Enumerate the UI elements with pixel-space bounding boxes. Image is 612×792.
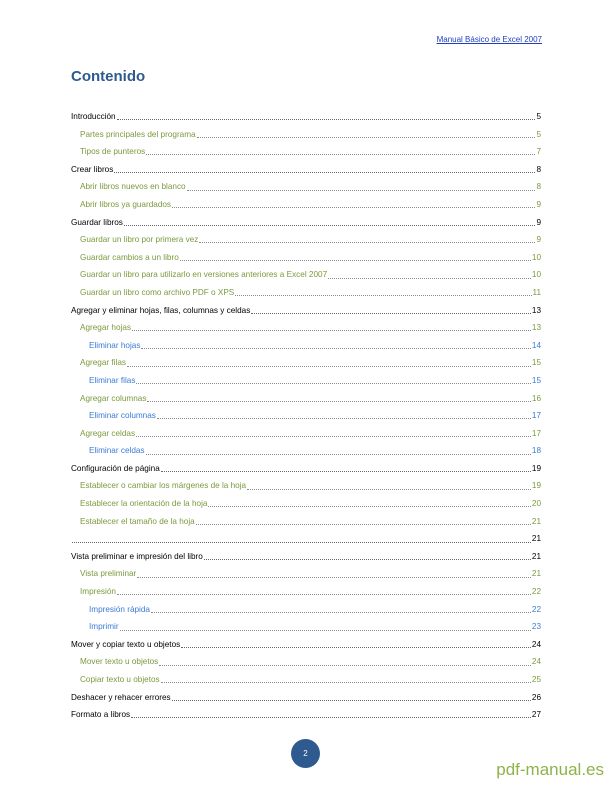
- toc-entry-label: Guardar cambios a un libro: [80, 252, 179, 262]
- toc-entry[interactable]: [71, 407, 541, 425]
- toc-dot-leader: [137, 577, 531, 578]
- toc-entry[interactable]: [71, 706, 541, 724]
- toc-entry-page: 24: [531, 639, 541, 649]
- toc-dot-leader: [136, 436, 531, 437]
- toc-entry-page: 5: [536, 112, 541, 121]
- page-number: 2: [303, 749, 308, 758]
- toc-entry-label: Eliminar filas: [89, 375, 136, 385]
- toc-dot-leader: [181, 647, 531, 648]
- toc-entry-page: 13: [531, 305, 541, 315]
- toc-entry-page: 23: [531, 622, 541, 632]
- toc-dot-leader: [136, 383, 530, 384]
- toc-entry[interactable]: [71, 460, 541, 478]
- toc-entry-page: 9: [536, 199, 541, 209]
- toc-dot-leader: [141, 348, 530, 349]
- page-number-badge: [291, 739, 320, 768]
- toc-dot-leader: [251, 313, 531, 314]
- toc-entry-page: 10: [531, 252, 541, 262]
- toc-dot-leader: [180, 260, 531, 261]
- toc-entry-page: 9: [536, 217, 541, 227]
- toc-entry[interactable]: [71, 442, 541, 460]
- toc-entry-label: Vista preliminar e impresión del libro: [71, 551, 203, 561]
- watermark: pdf-manual.es: [496, 760, 604, 779]
- toc-dot-leader: [124, 225, 536, 226]
- toc-entry[interactable]: [71, 653, 541, 671]
- toc-entry[interactable]: [71, 126, 541, 144]
- toc-entry[interactable]: [71, 636, 541, 654]
- toc-dot-leader: [235, 295, 531, 296]
- toc-dot-leader: [187, 190, 536, 191]
- toc-dot-leader: [159, 665, 531, 666]
- toc-dot-leader: [196, 524, 531, 525]
- toc-entry[interactable]: [71, 689, 541, 707]
- toc-entry[interactable]: [71, 178, 541, 196]
- toc-entry[interactable]: [71, 284, 541, 302]
- toc-entry-label: Agregar columnas: [80, 393, 147, 403]
- toc-entry-label: Establecer la orientación de la hoja: [80, 499, 208, 509]
- toc-entry-label: Mover texto u objetos: [80, 657, 159, 667]
- toc-dot-leader: [172, 700, 531, 701]
- toc-entry-page: 11: [532, 287, 541, 297]
- toc-entry[interactable]: [71, 161, 541, 179]
- toc-entry[interactable]: [71, 231, 541, 249]
- toc-entry-page: 8: [536, 182, 541, 192]
- toc-entry[interactable]: [71, 214, 541, 232]
- toc-entry-page: 21: [531, 551, 541, 561]
- toc-entry-page: 10: [531, 270, 541, 280]
- toc-entry-label: Impresión: [80, 587, 116, 597]
- toc-entry-page: 26: [531, 692, 541, 702]
- toc-entry-label: Agregar y eliminar hojas, filas, columnas y celdas: [71, 305, 251, 315]
- toc-dot-leader: [120, 630, 531, 631]
- toc-entry[interactable]: [71, 495, 541, 513]
- toc-dot-leader: [328, 278, 531, 279]
- toc-entry-label: Partes principales del programa: [80, 129, 196, 139]
- toc-entry-page: 19: [531, 481, 541, 491]
- toc-entry-page: 21: [531, 534, 541, 544]
- toc-entry-label: Agregar filas: [80, 358, 126, 368]
- toc-entry-label: Guardar un libro como archivo PDF o XPS: [80, 287, 235, 297]
- header-manual-link[interactable]: Manual Básico de Excel 2007: [436, 35, 542, 44]
- toc-entry-label: Deshacer y rehacer errores: [71, 692, 171, 702]
- toc-entry-label: Configuración de página: [71, 463, 160, 473]
- toc-entry-page: 22: [531, 604, 541, 614]
- toc-entry[interactable]: [71, 530, 541, 548]
- toc-dot-leader: [204, 559, 531, 560]
- toc-entry-label: Vista preliminar: [80, 569, 137, 579]
- toc-entry[interactable]: [71, 354, 541, 372]
- table-of-contents: [71, 108, 541, 724]
- toc-entry[interactable]: [71, 319, 541, 337]
- toc-entry-label: Formato a libros: [71, 710, 131, 720]
- toc-entry[interactable]: [71, 390, 541, 408]
- toc-dot-leader: [72, 542, 531, 543]
- toc-entry[interactable]: [71, 249, 541, 267]
- toc-entry[interactable]: [71, 618, 541, 636]
- toc-dot-leader: [114, 172, 535, 173]
- toc-entry-page: 21: [531, 569, 541, 579]
- toc-entry[interactable]: [71, 565, 541, 583]
- toc-dot-leader: [151, 612, 531, 613]
- toc-entry[interactable]: [71, 477, 541, 495]
- toc-entry-page: 18: [531, 446, 541, 456]
- toc-entry-page: 8: [536, 164, 541, 174]
- toc-entry[interactable]: [71, 671, 541, 689]
- toc-entry-label: Guardar libros: [71, 217, 123, 227]
- toc-entry-label: Establecer o cambiar los márgenes de la hoja: [80, 481, 247, 491]
- toc-entry[interactable]: [71, 266, 541, 284]
- toc-entry-page: 27: [531, 710, 541, 720]
- toc-entry-page: 17: [531, 428, 541, 438]
- toc-dot-leader: [157, 418, 531, 419]
- toc-dot-leader: [117, 594, 531, 595]
- toc-entry-page: 15: [531, 358, 541, 368]
- toc-entry-label: Eliminar columnas: [89, 411, 156, 421]
- toc-entry-label: Impresión rápida: [89, 604, 150, 614]
- toc-entry-label: Agregar hojas: [80, 323, 131, 333]
- toc-entry-label: Tipos de punteros: [80, 147, 146, 157]
- toc-entry-label: Guardar un libro por primera vez: [80, 235, 199, 245]
- toc-entry[interactable]: [71, 196, 541, 214]
- toc-entry-page: 22: [531, 587, 541, 597]
- toc-entry[interactable]: [71, 583, 541, 601]
- toc-entry[interactable]: [71, 548, 541, 566]
- toc-entry[interactable]: [71, 108, 541, 126]
- toc-dot-leader: [199, 242, 535, 243]
- toc-entry-label: Copiar texto u objetos: [80, 675, 160, 684]
- toc-entry-label: Guardar un libro para utilizarlo en versiones anteriores a Excel 2007: [80, 270, 328, 280]
- toc-entry[interactable]: [71, 513, 541, 531]
- toc-entry-page: 13: [531, 323, 541, 333]
- toc-dot-leader: [117, 119, 536, 120]
- toc-entry-label: Abrir libros ya guardados: [80, 199, 172, 209]
- toc-entry-label: Crear libros: [71, 164, 114, 174]
- toc-dot-leader: [146, 454, 531, 455]
- toc-entry-page: 17: [531, 411, 541, 421]
- toc-entry-label: Mover y copiar texto u objetos: [71, 639, 181, 649]
- toc-entry[interactable]: [71, 143, 541, 161]
- toc-entry-page: 9: [536, 235, 541, 245]
- toc-entry-page: 20: [531, 499, 541, 509]
- toc-dot-leader: [197, 137, 536, 138]
- toc-entry-page: 25: [531, 675, 541, 684]
- toc-dot-leader: [147, 401, 530, 402]
- toc-dot-leader: [146, 154, 535, 155]
- toc-dot-leader: [161, 682, 531, 683]
- toc-entry-label: Eliminar hojas: [89, 340, 141, 350]
- toc-dot-leader: [208, 506, 530, 507]
- toc-entry-page: 24: [531, 657, 541, 667]
- toc-dot-leader: [247, 489, 531, 490]
- toc-entry-page: 7: [536, 147, 541, 157]
- toc-entry-label: Establecer el tamaño de la hoja: [80, 516, 195, 526]
- toc-dot-leader: [132, 330, 531, 331]
- toc-entry-label: Introducción: [71, 112, 116, 121]
- toc-entry[interactable]: [71, 372, 541, 390]
- toc-entry[interactable]: [71, 425, 541, 443]
- toc-entry-page: 14: [531, 340, 541, 350]
- toc-entry-label: Abrir libros nuevos en blanco: [80, 182, 186, 192]
- toc-dot-leader: [161, 471, 531, 472]
- toc-entry-page: 21: [531, 516, 541, 526]
- toc-entry[interactable]: [71, 601, 541, 619]
- toc-entry-label: Eliminar celdas: [89, 446, 145, 456]
- toc-entry-page: 5: [536, 129, 541, 139]
- toc-entry[interactable]: [71, 302, 541, 320]
- toc-dot-leader: [131, 717, 531, 718]
- toc-entry-page: 15: [531, 375, 541, 385]
- toc-entry[interactable]: [71, 337, 541, 355]
- toc-entry-label: Agregar celdas: [80, 428, 136, 438]
- toc-entry-page: 16: [531, 393, 541, 403]
- toc-entry-page: 19: [531, 463, 541, 473]
- toc-dot-leader: [127, 366, 531, 367]
- page-title: Contenido: [71, 68, 146, 85]
- toc-entry-label: Imprimir: [89, 622, 119, 632]
- toc-dot-leader: [172, 207, 535, 208]
